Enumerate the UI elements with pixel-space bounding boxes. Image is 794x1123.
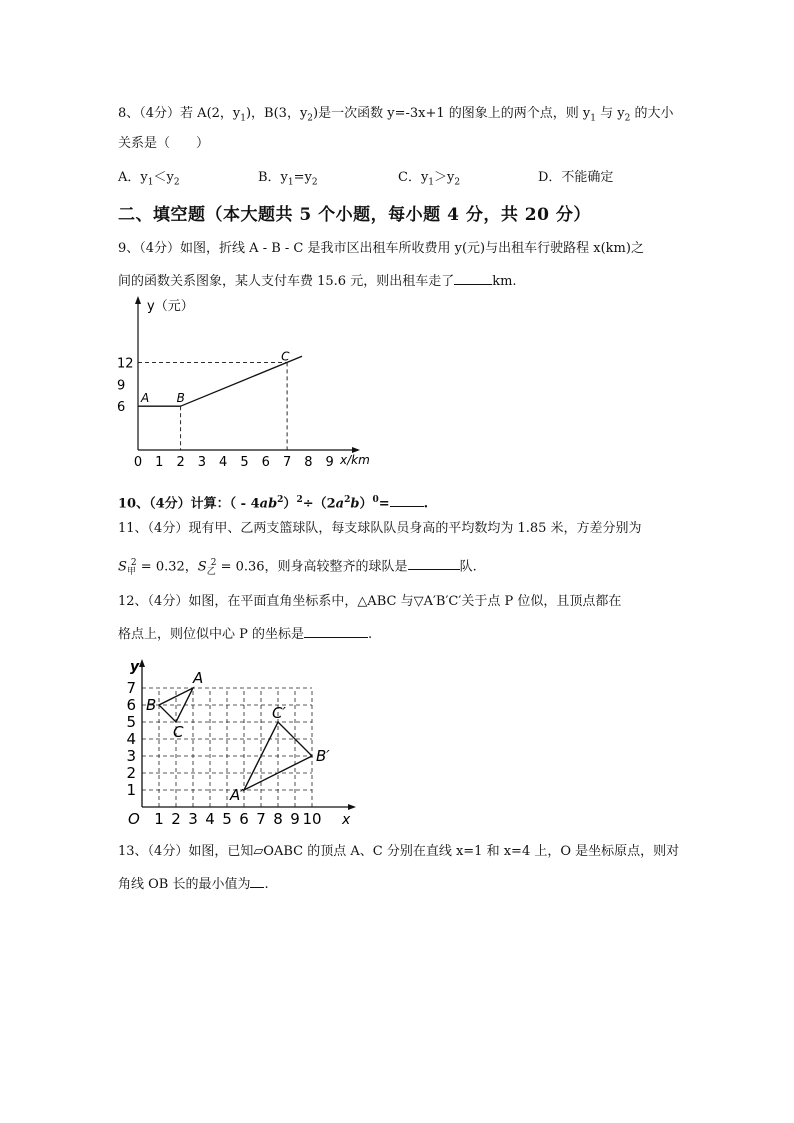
x-axis-label: x	[342, 812, 351, 828]
section-2-heading: 二、填空题（本大题共 5 个小题，每小题 4 分，共 20 分）	[118, 205, 591, 225]
q12-line2: 格点上，则位似中心 P 的坐标是 .	[118, 624, 372, 644]
vertex-label: B′	[316, 747, 330, 765]
x-tick-label: 5	[222, 810, 232, 828]
x-tick-label: 9	[325, 455, 334, 470]
q13-answer-blank[interactable]	[250, 874, 264, 888]
q13-line1: 13、（4分）如图，已知▱OABC 的顶点 A、C 分别在直线 x=1 和 x=4 上，O 是坐标原点，则对	[118, 844, 680, 859]
y-axis-arrow	[139, 659, 145, 667]
y-tick-label: 4	[126, 730, 136, 748]
q8-line2: 关系是（ ）	[118, 136, 210, 151]
q11-line1: 11、（4分）现有甲、乙两支篮球队，每支球队队员身高的平均数均为 1.85 米，方差分别为	[118, 521, 642, 536]
x-axis-arrow	[348, 804, 356, 810]
q9-answer-blank[interactable]	[454, 271, 492, 285]
x-tick-label: 9	[290, 810, 300, 828]
y-tick-label: 12	[117, 356, 134, 372]
y-tick-label: 2	[126, 764, 136, 782]
y-tick-label: 6	[117, 400, 126, 416]
x-axis-label: x/km	[340, 453, 370, 467]
q8-option-d[interactable]: D．不能确定	[538, 170, 614, 185]
q9-line2: 间的函数关系图象，某人支付车费 15.6 元，则出租车走了 km.	[118, 271, 517, 291]
x-tick-label: 10	[302, 810, 322, 828]
q8-option-a[interactable]: A．$y_1<y_2$	[118, 170, 180, 188]
x-tick-label: 5	[240, 455, 249, 470]
q11-line2: $S_甲^2 = 0.32$，$S_乙^2 = 0.36$，则身高较整齐的球队是 队.	[118, 558, 477, 577]
q8-option-b[interactable]: B．$y_1=y_2$	[258, 170, 318, 188]
q13-line2: 角线 OB 长的最小值为 .	[118, 874, 269, 894]
x-tick-label: 2	[171, 810, 181, 828]
point-label-a: A	[141, 391, 150, 406]
x-tick-label: 2	[176, 455, 185, 470]
origin-label: O	[128, 810, 140, 828]
y-tick-label: 7	[126, 679, 136, 697]
vertex-label: A′	[230, 786, 244, 804]
y-tick-label: 6	[126, 696, 136, 714]
y-axis-label: y	[130, 659, 140, 675]
q10-line: 10、（4分）计算：（ - $4ab^2)^2\div(2a^2b)^0=$ .	[118, 495, 429, 512]
vertex-label: C	[173, 723, 184, 741]
segment-bc	[181, 356, 302, 406]
q8-option-c[interactable]: C．$y_1>y_2$	[398, 170, 461, 188]
x-tick-label: 8	[273, 810, 283, 828]
y-tick-label: 1	[126, 781, 136, 799]
vertex-label: C′	[272, 704, 286, 722]
x-tick-label: 1	[155, 455, 164, 470]
x-tick-label: 3	[197, 455, 207, 470]
q8-line1: 8、（4分）若 A(2，$y_1$)，B(3，$y_2$)是一次函数 y=-3x+1 的图象上的两个点，则 $y_1$ 与 $y_2$ 的大小	[118, 106, 674, 124]
x-tick-label: 7	[256, 810, 266, 828]
x-tick-label: 8	[304, 455, 313, 470]
vertex-label: B	[146, 696, 157, 714]
y-tick-label: 3	[126, 747, 136, 765]
y-tick-label: 9	[117, 378, 126, 394]
y-tick-label: 5	[126, 713, 136, 731]
x-tick-label: 6	[261, 455, 270, 470]
q12-line1: 12、（4分）如图，在平面直角坐标系中，△ABC 与▽A′B′C′关于点 P 位似，且顶点都在	[118, 594, 622, 609]
x-tick-label: 7	[282, 455, 292, 470]
q9-line1: 9、（4分）如图，折线 A - B - C 是我市区出租车所收费用 y(元)与出租车行驶路程 x(km)之	[118, 241, 644, 256]
x-tick-label: 6	[239, 810, 249, 828]
x-tick-label: 4	[205, 810, 215, 828]
point-label-b: B	[176, 391, 185, 406]
x-tick-label: 3	[188, 810, 198, 828]
q12-grid-figure	[128, 654, 362, 834]
x-tick-label: 4	[219, 455, 228, 470]
q10-answer-blank[interactable]	[390, 493, 424, 507]
x-tick-label: 0	[133, 455, 143, 470]
q12-answer-blank[interactable]	[304, 624, 368, 638]
q9-taxi-fare-chart	[110, 292, 380, 474]
point-label-c: C	[281, 349, 290, 364]
y-axis-label: y（元）	[147, 299, 194, 314]
y-axis-arrow	[135, 296, 141, 304]
vertex-label: A	[193, 669, 204, 687]
q11-answer-blank[interactable]	[408, 556, 460, 570]
x-tick-label: 1	[154, 810, 164, 828]
